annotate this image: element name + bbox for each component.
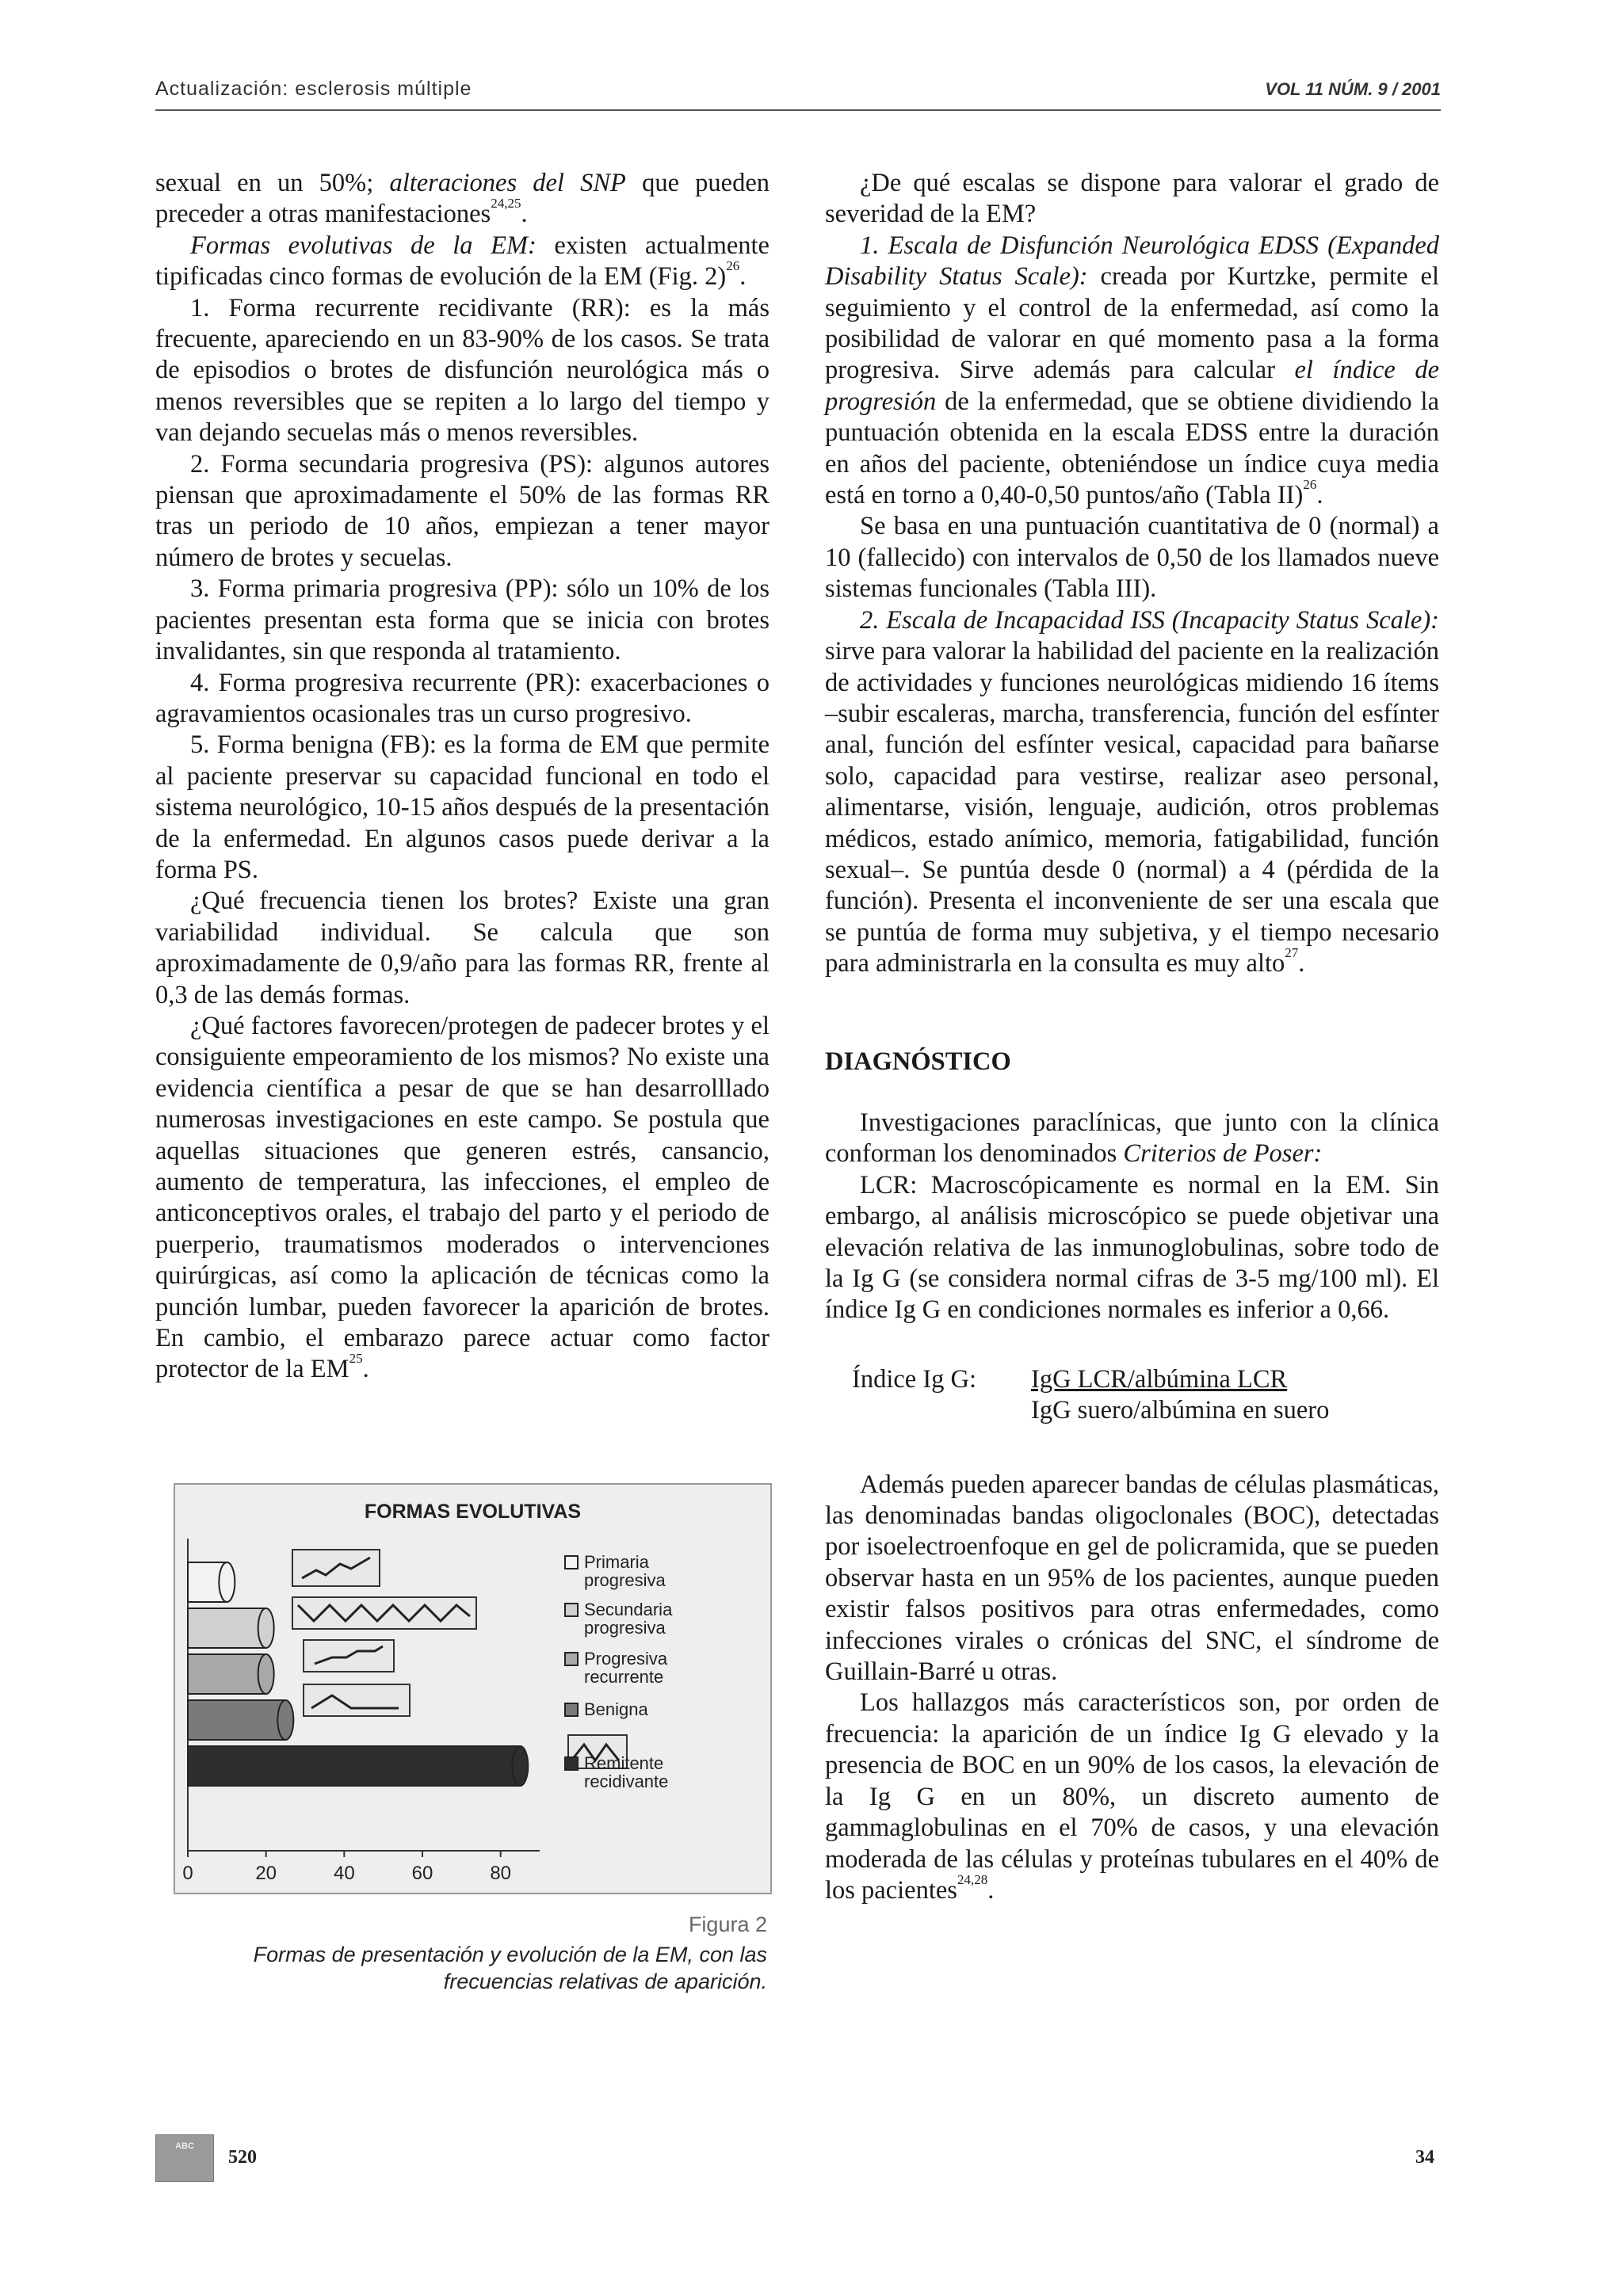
bar-5 [188,1746,520,1786]
bar-cap [258,1654,274,1694]
right-column [825,168,1439,1906]
chart-title: FORMAS EVOLUTIVAS [364,1501,582,1523]
citation-ref: 27 [1285,945,1299,961]
paragraph: ¿De qué escalas se dispone para valorar el grado de severidad de la EM? [825,169,1439,229]
italic-text: 2. Escala de Incapacidad ISS (Incapacity Status Scale): [860,605,1439,635]
paragraph: 2. Escala de Incapacidad ISS (Incapacity Status Scale): sirve para valorar la habilidad del paciente en la realización de actividades y funciones neurológicas midiendo 16 ítems –subir escaleras, marcha, transferencia, función del esfínter anal, función del esfínter vesical, capacidad para bañarse solo, capacidad para vestirse, realizar aseo personal, alimentarse, visión, lenguaje, audición, otros problemas médicos, estado anímico, memoria, fatigabilidad, función sexual–. Se puntúa desde 0 (normal) a 4 (pérdida de la función). Presenta el inconveniente de ser una escala que se puntúa de forma muy subjetiva, y el tiempo necesario para administrarla en la consulta es muy alto$^{27}$. [825,605,1439,978]
italic-text: alteraciones del SNP [389,169,626,197]
citation-ref: 26 [726,258,740,274]
citation-ref: 24,25 [491,196,521,212]
citation-ref: 26 [1303,477,1317,493]
legend-swatch [565,1757,578,1770]
diagnosis-findings [825,1470,1439,1907]
paragraph: Además pueden aparecer bandas de células plasmáticas, las denominadas bandas oligoclonales (BOC), detectadas por isoelectroenfoque en gel de policramida, que se pueden observar hasta en un 95% de los pacientes, aunque pueden existir falsos positivos para otras enfermedades, como infecciones virales o crónicas del SNC, el síndrome de Guillain-Barré u otras. [825,1470,1439,1687]
paragraph: 5. Forma benigna (FB): es la forma de EM que permite al paciente preservar su capacidad funcional en todo el sistema neurológico, 10-15 años después de la presentación de la enfermedad. En algunos casos puede derivar a la forma PS. [155,730,769,884]
bar-cap [512,1746,528,1786]
bar-4 [188,1700,285,1740]
italic-text: Criterios de Poser: [1123,1139,1323,1169]
running-header [155,74,1441,111]
page-number-left: 520 [228,2147,257,2168]
legend-label: recurrente [584,1667,664,1687]
x-tick-label: 80 [490,1863,512,1884]
igg-index-formula [825,1364,1439,1427]
header-volume: VOL 11 NÚM. 9 / 2001 [1265,79,1441,99]
legend-label: progresiva [584,1618,666,1638]
x-tick-label: 20 [255,1863,277,1884]
bar-cap [258,1608,274,1648]
legend-label: progresiva [584,1570,666,1590]
paragraph: sexual en un 50%; alteraciones del SNP que pueden preceder a otras manifestaciones$^{24,25}$. [155,169,769,229]
x-tick-label: 0 [182,1863,193,1884]
legend-label: Progresiva [584,1649,668,1669]
header-title: Actualización: esclerosis múltiple [155,78,472,100]
diagnosis-intro [825,1108,1439,1326]
figure-caption-text: Formas de presentación y evolución de la EM, con las frecuencias relativas de aparición. [253,1943,767,1993]
paragraph: Formas evolutivas de la EM: existen actualmente tipificadas cinco formas de evolución de la EM (Fig. 2)$^{26}$. [155,231,769,292]
legend-label: Secundaria [584,1600,673,1619]
x-tick-label: 60 [411,1863,433,1884]
paragraph: Se basa en una puntuación cuantitativa de 0 (normal) a 10 (fallecido) con intervalos de 0,50 de los llamados nueve sistemas funcionales (Tabla III). [825,512,1439,604]
paragraph: ¿Qué factores favorecen/protegen de padecer brotes y el consiguiente empeoramiento de los mismos? No existe una evidencia científica a pesar de que se han desarrolllado numerosas investigaciones en este campo. Se postula que aquellas situaciones que generen estrés, cansancio, aumento de temperatura, las infecciones, el empleo de anticonceptivos orales, el trabajo del parto y el periodo de puerperio, traumatismos moderados o intervenciones quirúrgicas, así como la aplicación de técnicas como la punción lumbar, pueden favorecer la aparición de brotes. En cambio, el embarazo parece actuar como factor protector de la EM$^{25}$. [155,1011,769,1384]
formula-numerator: IgG LCR/albúmina LCR [1031,1364,1288,1394]
paragraph: 3. Forma primaria progresiva (PP): sólo un 10% de los pacientes presentan esta forma que se inicia con brotes invalidantes, sin que responda al tratamiento. [155,574,769,666]
paragraph: LCR: Macroscópicamente es normal en la EM. Sin embargo, al análisis microscópico se puede objetivar una elevación relativa de las inmunoglobulinas, sobre todo de la Ig G (se considera normal cifras de 3-5 mg/100 ml). El índice Ig G en condiciones normales es inferior a 0,66. [825,1170,1439,1325]
formula-label: Índice Ig G: [852,1364,977,1394]
paragraph: Investigaciones paraclínicas, que junto con la clínica conforman los denominados Criterios de Poser: [825,1108,1439,1169]
italic-text: 1. Escala de Disfunción Neurológica EDSS (Expanded Disability Status Scale): [825,231,1439,292]
italic-text: el índice de progresión [825,356,1439,416]
logo-text: ABC [175,2142,194,2151]
paragraph: 4. Forma progresiva recurrente (PR): exacerbaciones o agravamientos ocasionales tras un curso progresivo. [155,668,769,728]
citation-ref: 25 [349,1351,363,1367]
page-number-right: 34 [1415,2147,1434,2168]
legend-label: Remitente [584,1753,664,1773]
legend-swatch [565,1604,578,1616]
paragraph: 1. Forma recurrente recidivante (RR): es la más frecuente, apareciendo en un 83-90% de los casos. Se trata de episodios o brotes de disfunción neurológica más o menos reversibles que se repiten a lo largo del tiempo y van dejando secuelas más o menos reversibles. [155,293,769,448]
scales-section [825,168,1439,980]
legend-swatch [565,1653,578,1665]
figure-caption-title: Figura 2 [688,1913,767,1936]
paragraph: 1. Escala de Disfunción Neurológica EDSS (Expanded Disability Status Scale): creada por Kurtzke, permite el seguimiento y el control de la enfermedad, así como la posibilidad de valorar en qué momento pasa a la forma progresiva. Sirve además para calcular el índice de progresión de la enfermedad, que se obtiene dividiendo la puntuación obtenida en la escala EDSS entre la duración en años del paciente, obteniéndose un índice cuya media está en torno a 0,40-0,50 puntos/año (Tabla II)$^{26}$. [825,231,1439,510]
legend-label: Benigna [584,1699,648,1719]
bar-cap [277,1700,293,1740]
citation-ref: 24,28 [957,1871,988,1887]
bar-2 [188,1608,266,1648]
formula-denominator: IgG suero/albúmina en suero [1031,1396,1330,1425]
legend-label: Primaria [584,1552,649,1572]
journal-logo [155,2134,214,2182]
evolution-box [304,1684,410,1716]
x-tick-label: 40 [333,1863,355,1884]
figure-chart [174,1483,772,1894]
paragraph: ¿Qué frecuencia tienen los brotes? Existe una gran variabilidad individual. Se calcula que son aproximadamente de 0,9/año para las formas RR, frente al 0,3 de las demás formas. [155,887,769,1009]
paragraph: 2. Forma secundaria progresiva (PS): algunos autores piensan que aproximadamente el 50% de las formas RR tras un periodo de 10 años, empiezan a tener mayor número de brotes y secuelas. [155,449,769,572]
legend-swatch [565,1556,578,1569]
italic-text: Formas evolutivas de la EM: [190,231,537,260]
bar-cap [219,1562,235,1602]
legend-swatch [565,1703,578,1716]
paragraph: Los hallazgos más característicos son, por orden de frecuencia: la aparición de un índice Ig G elevado y la presencia de BOC en un 90% de los casos, la elevación de la Ig G en un 80%, un discreto aumento de gammaglobulinas en el 70% de casos, y una elevación moderada de las células y proteínas tubulares en el 40% de los pacientes$^{24,28}$. [825,1688,1439,1905]
left-column [155,168,769,1386]
legend-label: recidivante [584,1772,669,1791]
section-heading: DIAGNÓSTICO [825,1047,1011,1076]
chart-canvas [175,1485,770,1893]
bar-3 [188,1654,266,1694]
